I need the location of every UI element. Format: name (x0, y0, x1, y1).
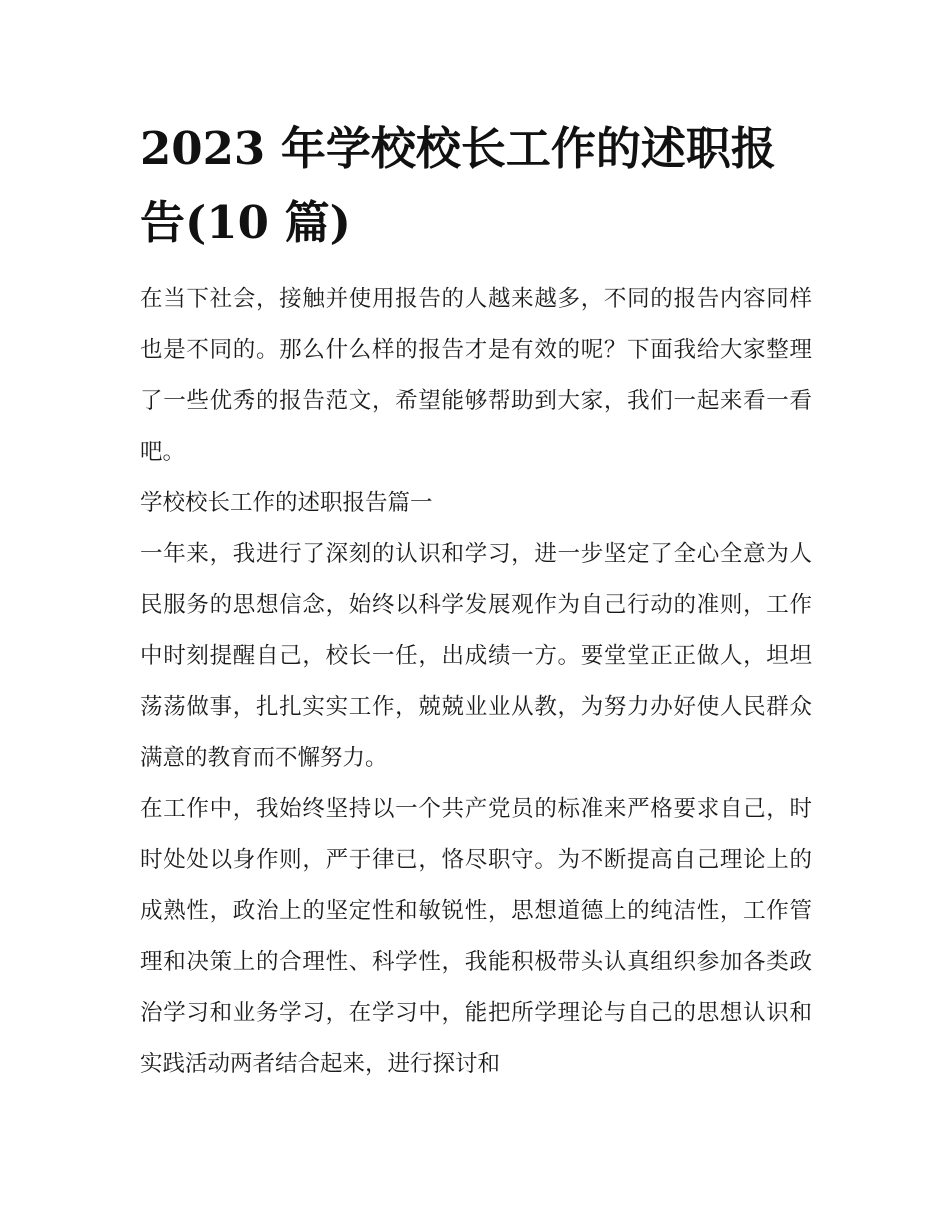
body-paragraph-1: 一年来，我进行了深刻的认识和学习，进一步坚定了全心全意为人民服务的思想信念，始终以科学发展观作为自己行动的准则，工作中时刻提醒自己，校长一任，出成绩一方。要堂堂正正做人，坦坦荡荡做事，扎扎实实工作，兢兢业业从教，为努力办好使人民群众满意的教育而不懈努力。 (140, 541, 812, 771)
document-title: 2023 年学校校长工作的述职报告(10 篇) (140, 122, 776, 249)
section-heading: 学校校长工作的述职报告篇一 (140, 490, 433, 516)
body-paragraph-2: 在工作中，我始终坚持以一个共产党员的标准来严格要求自己，时时处处以身作则，严于律已，恪尽职守。为不断提高自己理论上的成熟性，政治上的坚定性和敏锐性，思想道德上的纯洁性，工作管理和决策上的合理性、科学性，我能积极带头认真组织参加各类政治学习和业务学习，在学习中，能把所学理论与自己的思想认识和实践活动两者结合起来，进行探讨和 (140, 796, 812, 1077)
intro-paragraph: 在当下社会，接触并使用报告的人越来越多，不同的报告内容同样也是不同的。那么什么样的报告才是有效的呢？下面我给大家整理了一些优秀的报告范文，希望能够帮助到大家，我们一起来看一看吧。 (140, 286, 812, 465)
document-page (140, 112, 812, 1090)
